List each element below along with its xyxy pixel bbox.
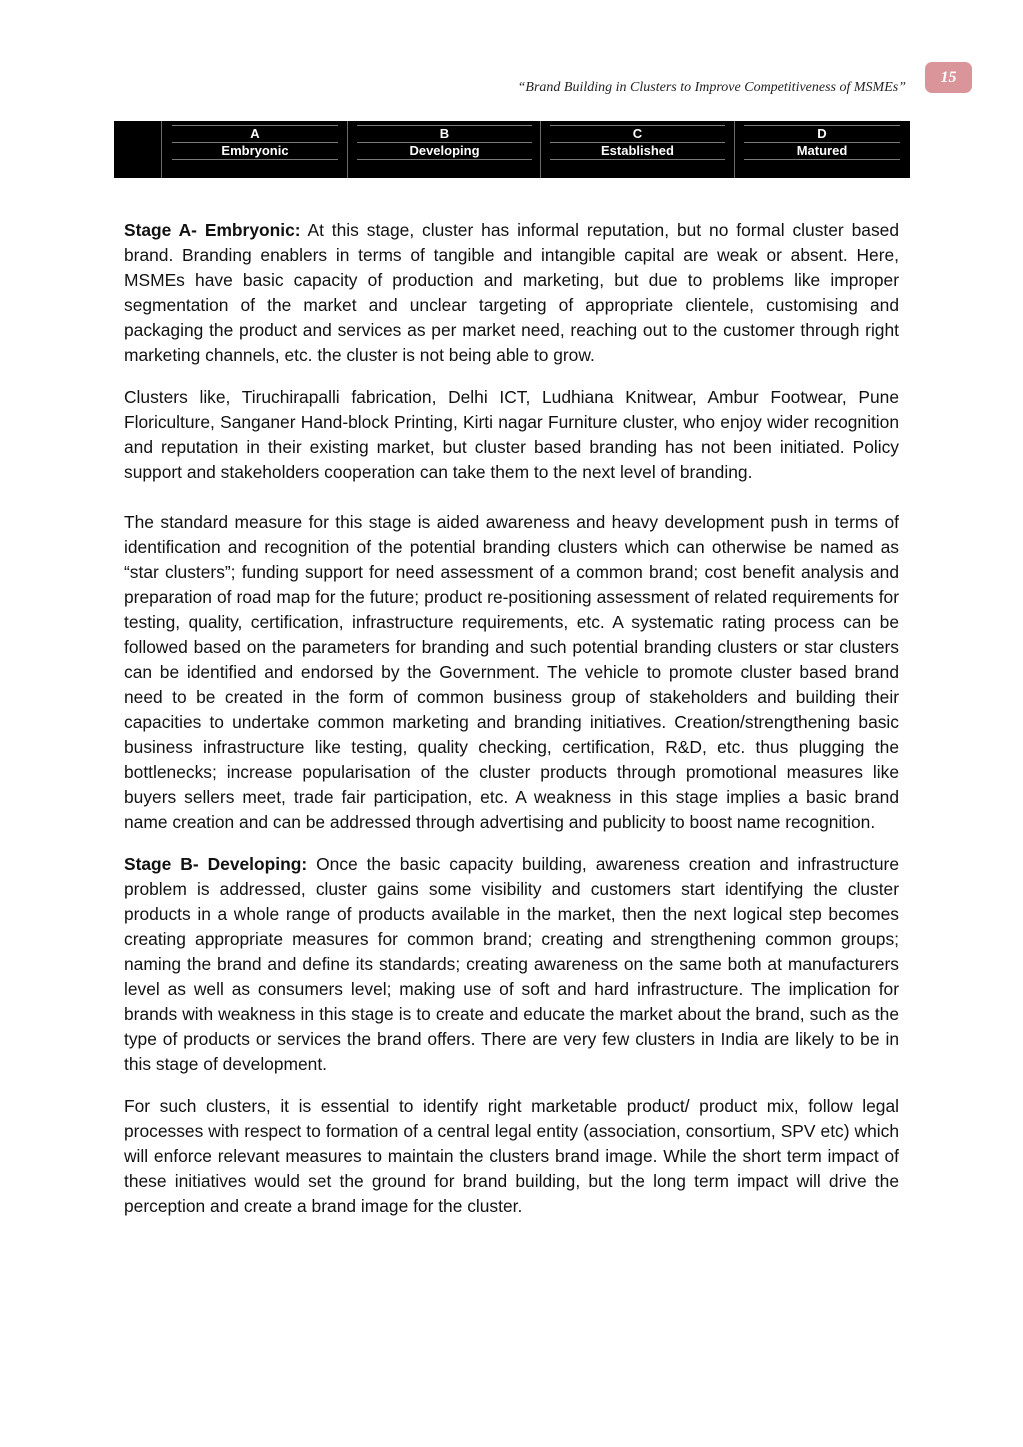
stage-a-heading: Stage A- Embryonic: xyxy=(124,220,301,240)
stage-letter: D xyxy=(744,125,900,142)
stage-name: Developing xyxy=(357,142,532,160)
page-number: 15 xyxy=(925,62,972,93)
stage-table xyxy=(114,121,910,178)
stage-cell-a xyxy=(172,125,338,159)
stage-letter: C xyxy=(550,125,725,142)
paragraph-stage-a xyxy=(124,218,899,368)
stage-divider xyxy=(540,121,541,178)
paragraph-cluster-examples: Clusters like, Tiruchirapalli fabrication, Delhi ICT, Ludhiana Knitwear, Ambur Footwear, Pune Floriculture, Sanganer Hand-block Printing, Kirti nagar Furniture cluster, who enjoy wider recognition and reputation in their existing market, but cluster based branding has not been initiated. Policy support and stakeholders cooperation can take them to the next level of branding. xyxy=(124,387,899,482)
stage-letter: A xyxy=(172,125,338,142)
stage-divider xyxy=(734,121,735,178)
stage-cell-d xyxy=(744,125,900,159)
stage-b-text: Once the basic capacity building, awareness creation and infrastructure problem is addressed, cluster gains some visibility and customers start identifying the cluster products in a whole range of products available in the market, then the next logical step becomes creating appropriate measures for common brand; creating and strengthening common groups; naming the brand and define its standards; creating awareness on the same both at manufacturers level as well as consumers level; making use of soft and hard infrastructure. The implication for brands with weakness in this stage is to create and educate the market about the brand, such as the type of products or services the brand offers. There are very few clusters in India are likely to be in this stage of development. xyxy=(124,854,899,1074)
running-header: “Brand Building in Clusters to Improve Competitiveness of MSMEs” xyxy=(517,80,906,95)
stage-a-text: At this stage, cluster has informal reputation, but no formal cluster based brand. Branding enablers in terms of tangible and intangible capital are weak or absent. Here, MSMEs have basic capacity of production and marketing, but due to problems like improper segmentation of the market and unclear targeting of appropriate clientele, customising and packaging the product and services as per market need, reaching out to the customer through right marketing channels, etc. the cluster is not being able to grow. xyxy=(124,220,899,365)
paragraph-standard-measure: The standard measure for this stage is aided awareness and heavy development push in terms of identification and recognition of the potential branding clusters which can otherwise be named as “star clusters”; funding support for need assessment of a common brand; cost benefit analysis and preparation of road map for the future; product re-positioning assessment of related requirements for testing, quality, certification, infrastructure requirements, etc. A systematic rating process can be followed based on the parameters for branding and such potential branding clusters or star clusters can be identified and endorsed by the Government. The vehicle to promote cluster based brand need to be created in the form of common business group of stakeholders and building their capacities to undertake common marketing and branding initiatives. Creation/strengthening basic business infrastructure like testing, quality checking, certification, R&D, etc. thus plugging the bottlenecks; increase popularisation of the cluster products through promotional measures like buyers sellers meet, trade fair participation, etc. A weakness in this stage implies a basic brand name creation and can be addressed through advertising and publicity to boost name recognition. xyxy=(124,512,899,832)
paragraph-such-clusters: For such clusters, it is essential to identify right marketable product/ product mix, follow legal processes with respect to formation of a central legal entity (association, consortium, SPV etc) which will enforce relevant measures to maintain the clusters brand image. While the short term impact of these initiatives would set the ground for brand building, but the long term impact will drive the perception and create a brand image for the cluster. xyxy=(124,1096,899,1216)
stage-b-heading: Stage B- Developing: xyxy=(124,854,308,874)
stage-cell-b xyxy=(357,125,532,159)
stage-name: Matured xyxy=(744,142,900,160)
stage-name: Established xyxy=(550,142,725,160)
document-body xyxy=(124,218,899,1219)
stage-divider xyxy=(347,121,348,178)
stage-divider xyxy=(161,121,162,178)
paragraph-stage-b xyxy=(124,852,899,1077)
stage-name: Embryonic xyxy=(172,142,338,160)
stage-cell-c xyxy=(550,125,725,159)
stage-letter: B xyxy=(357,125,532,142)
